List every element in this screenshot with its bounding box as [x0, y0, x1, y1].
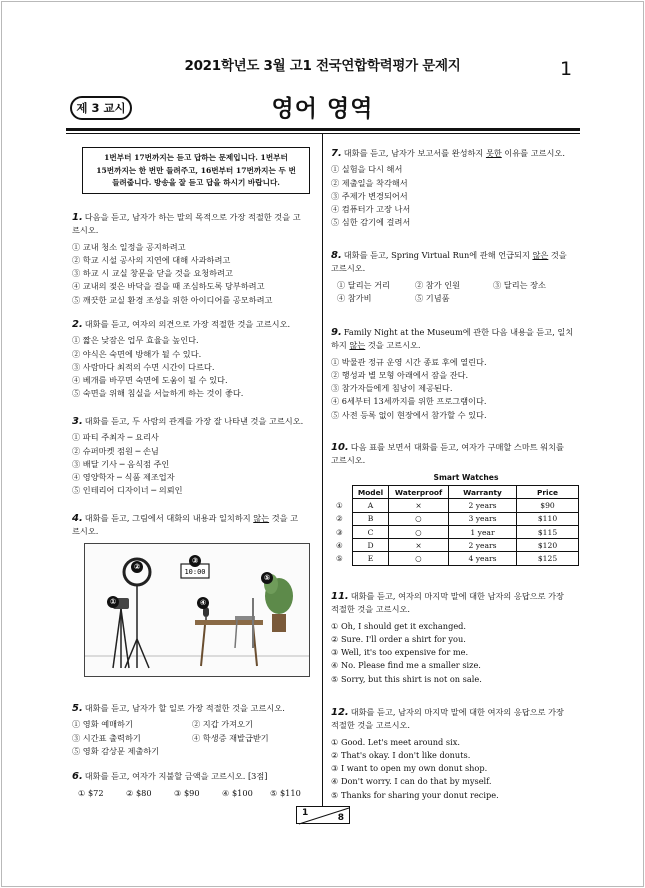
table-cell: A: [353, 499, 389, 512]
answer-option[interactable]: ② 슈퍼마켓 점원 ─ 손님: [72, 445, 159, 456]
table-row-markers: [336, 499, 343, 565]
answer-option[interactable]: ④ Don't worry. I can do that by myself.: [331, 776, 492, 787]
header-rule-thin: [66, 133, 580, 134]
question-stem: 르시오.: [72, 526, 99, 537]
answer-option[interactable]: ⑤ 인테리어 디자이너 ─ 의뢰인: [72, 485, 183, 496]
table-cell: ○: [389, 512, 449, 525]
question-stem: 것을 고르시오.: [365, 340, 421, 351]
answer-option[interactable]: ④ 베개를 바꾸면 숙면에 도움이 될 수 있다.: [72, 375, 228, 386]
question-12: [331, 706, 581, 802]
column-header: Waterproof: [389, 486, 449, 499]
question-stem: 대화를 듣고, 남자의 마지막 말에 대한 여자의 응답으로 가장: [350, 707, 564, 717]
illustration-label: ①: [107, 596, 119, 608]
answer-option[interactable]: ② 학교 시설 공사의 지연에 대해 사과하려고: [72, 254, 231, 265]
answer-option[interactable]: ① 달리는 거리: [337, 279, 390, 290]
illustration-label: ⑤: [261, 572, 273, 584]
answer-option[interactable]: ②: [336, 514, 343, 524]
table-cell: $90: [517, 499, 579, 512]
table-cell: ○: [389, 552, 449, 565]
table-title: Smart Watches: [433, 473, 499, 482]
notice-line: 들려줍니다. 방송을 잘 듣고 답을 하시기 바랍니다.: [112, 178, 280, 187]
answer-option[interactable]: ③: [336, 527, 343, 537]
current-page: 1: [302, 808, 309, 818]
underlined-word: 않는: [349, 340, 366, 351]
question-stem: 것을: [548, 250, 567, 260]
answer-option[interactable]: ④ 영양학자 ─ 식품 제조업자: [72, 472, 175, 483]
question-number: 9.: [331, 327, 342, 338]
answer-option[interactable]: ③ 주제가 변경되어서: [331, 190, 408, 201]
answer-option[interactable]: ③ 하교 시 교실 창문을 닫을 것을 요청하려고: [72, 268, 233, 279]
question-stem: 다음을 듣고, 남자가 하는 말의 목적으로 가장 적절한 것을 고: [84, 212, 301, 222]
question-stem: 적절한 것을 고르시오.: [331, 720, 410, 731]
underlined-word: 못한: [485, 148, 502, 158]
answer-option[interactable]: ① 영화 예매하기: [72, 719, 133, 730]
question-9: [331, 326, 581, 422]
table-cell: ○: [389, 525, 449, 538]
question-6: [72, 770, 318, 801]
answer-option[interactable]: ① $72: [78, 788, 104, 799]
period-badge: 제 3 교시: [70, 96, 132, 120]
question-stem: 대화를 듣고, 여자가 지불할 금액을 고르시오. [3점]: [84, 771, 268, 781]
answer-option[interactable]: ⑤ $110: [270, 788, 301, 799]
answer-option[interactable]: ⑤ 사전 등록 없이 현장에서 참가할 수 있다.: [331, 409, 487, 420]
answer-option[interactable]: ① 실험을 다시 해서: [331, 164, 403, 175]
answer-option[interactable]: ⑤ 심한 감기에 걸려서: [331, 217, 411, 228]
answer-option[interactable]: ② That's okay. I don't like donuts.: [331, 749, 471, 760]
question-7: [331, 147, 581, 230]
answer-option[interactable]: ① 짧은 낮잠은 업무 효율을 높인다.: [72, 335, 199, 346]
answer-option[interactable]: ③ 참가자들에게 침낭이 제공된다.: [331, 383, 453, 394]
answer-option[interactable]: ③ 사람마다 최적의 수면 시간이 다르다.: [72, 361, 215, 372]
answer-option[interactable]: ① 교내 청소 일정을 공지하려고: [72, 241, 186, 252]
underlined-word: 않은: [532, 250, 549, 260]
notice-line: 15번까지는 한 번만 들려주고, 16번부터 17번까지는 두 번: [96, 165, 296, 175]
table-row: [353, 499, 579, 512]
table-cell: 4 years: [449, 552, 517, 565]
answer-option[interactable]: ④ $100: [222, 788, 253, 799]
table-cell: ×: [389, 499, 449, 512]
answer-option[interactable]: ⑤ 영화 감상문 제출하기: [72, 745, 160, 756]
question-stem: 대화를 듣고, 그림에서 대화의 내용과 일치하지: [84, 513, 254, 523]
question-number: 4.: [72, 513, 83, 524]
subject-title: 영어 영역: [271, 96, 374, 122]
answer-option[interactable]: ① Good. Let's meet around six.: [331, 736, 460, 747]
question-11: [331, 590, 581, 686]
answer-option[interactable]: ⑤: [336, 554, 343, 564]
question-stem: 대화를 듣고, Spring Virtual Run에 관해 언급되지: [343, 250, 533, 260]
answer-option[interactable]: ③ 달리는 장소: [493, 279, 546, 290]
question-stem: 르시오.: [72, 225, 99, 236]
answer-option[interactable]: ③ 시간표 출력하기: [72, 732, 141, 743]
question-stem: 대화를 듣고, 여자의 마지막 말에 대한 남자의 응답으로 가장: [350, 591, 564, 601]
exam-header-title: 2021학년도 3월 고1 전국연합학력평가 문제지: [184, 58, 461, 74]
illustration-label: ③: [189, 555, 201, 567]
table-cell: 1 year: [449, 525, 517, 538]
question-number: 8.: [331, 250, 342, 261]
question-stem: 하지: [331, 340, 350, 351]
answer-option[interactable]: ④ 컴퓨터가 고장 나서: [331, 204, 411, 215]
page-indicator: [296, 806, 350, 824]
question-stem: 고르시오.: [331, 263, 366, 274]
question-stem: 것을 고: [269, 513, 299, 523]
question-number: 3.: [72, 416, 83, 427]
table-row: [353, 552, 579, 565]
table-cell: $110: [517, 512, 579, 525]
answer-option[interactable]: ③ Well, it's too expensive for me.: [331, 647, 469, 658]
question-stem: 이유를 고르시오.: [501, 148, 565, 158]
underlined-word: 않는: [253, 513, 270, 523]
question-stem: Family Night at the Museum에 관한 다음 내용을 듣고, 일치: [343, 327, 574, 337]
answer-option[interactable]: ② 제출일을 착각해서: [331, 177, 408, 188]
column-header: Model: [353, 486, 389, 499]
question-stem: 대화를 듣고, 여자의 의견으로 가장 적절한 것을 고르시오.: [84, 319, 291, 329]
question-stem: 다음 표를 보면서 대화를 듣고, 여자가 구매할 스마트 워치를: [350, 442, 564, 452]
table-row: [353, 512, 579, 525]
illustration-label: ④: [197, 597, 209, 609]
question-number: 2.: [72, 319, 83, 330]
question-2: [72, 318, 318, 401]
column-header: Warranty: [449, 486, 517, 499]
answer-option[interactable]: ② Sure. I'll order a shirt for you.: [331, 633, 466, 644]
answer-option[interactable]: ④ No. Please find me a smaller size.: [331, 660, 481, 671]
answer-option[interactable]: ⑤ 깨끗한 교실 환경 조성을 위한 아이디어를 공모하려고: [72, 294, 273, 305]
column-divider: [322, 134, 323, 807]
total-pages: 8: [337, 813, 344, 823]
question-4: [72, 512, 318, 539]
listening-notice: [82, 147, 310, 194]
question-number: 10.: [331, 442, 349, 453]
table-cell: B: [353, 512, 389, 525]
answer-option[interactable]: ④: [336, 540, 343, 550]
question-number: 1.: [72, 212, 83, 223]
answer-option[interactable]: ③ $90: [174, 788, 200, 799]
page-number: 1: [560, 58, 573, 80]
table-cell: 2 years: [449, 499, 517, 512]
answer-option[interactable]: ①: [336, 501, 343, 510]
table-cell: $120: [517, 539, 579, 552]
answer-option[interactable]: ① 파티 주최자 ─ 요리사: [72, 432, 159, 443]
answer-option[interactable]: ④ 참가비: [337, 292, 372, 303]
question-8: [331, 249, 581, 305]
answer-option[interactable]: ③ I want to open my own donut shop.: [331, 763, 488, 774]
question-1: [72, 211, 318, 307]
table-header-row: [353, 486, 579, 499]
table-cell: $115: [517, 525, 579, 538]
answer-option[interactable]: ⑤ Thanks for sharing your donut recipe.: [331, 789, 499, 800]
table-cell: 2 years: [449, 539, 517, 552]
table-cell: C: [353, 525, 389, 538]
table-cell: 3 years: [449, 512, 517, 525]
answer-option[interactable]: ⑤ Sorry, but this shirt is not on sale.: [331, 673, 482, 684]
answer-option[interactable]: ④ 학생증 재발급받기: [192, 732, 269, 743]
question-stem: 대화를 듣고, 남자가 할 일로 가장 적절한 것을 고르시오.: [84, 703, 285, 713]
question-3: [72, 415, 318, 498]
question-stem: 적절한 것을 고르시오.: [331, 604, 410, 615]
answer-option[interactable]: ② 참가 인원: [415, 279, 461, 290]
question-5: [72, 702, 318, 758]
answer-option[interactable]: ② $80: [126, 788, 152, 799]
question-stem: 대화를 듣고, 두 사람의 관계를 가장 잘 나타낸 것을 고르시오.: [84, 416, 304, 426]
illustration-label: ②: [131, 561, 143, 573]
column-header: Price: [517, 486, 579, 499]
answer-option[interactable]: ② 지갑 가져오기: [192, 719, 253, 730]
answer-option[interactable]: ① 박물관 정규 운영 시간 종료 후에 열린다.: [331, 356, 487, 367]
question-stem: 대화를 듣고, 남자가 보고서를 완성하지: [343, 148, 486, 158]
answer-option[interactable]: ⑤ 기념품: [415, 292, 450, 303]
question-number: 6.: [72, 771, 83, 782]
question-number: 12.: [331, 707, 349, 718]
table-cell: E: [353, 552, 389, 565]
notice-line: 1번부터 17번까지는 듣고 답하는 문제입니다. 1번부터: [104, 153, 288, 162]
question-stem: 고르시오.: [331, 455, 366, 466]
question-number: 11.: [331, 591, 349, 602]
table-row: [353, 539, 579, 552]
question-10: [331, 441, 581, 468]
question-number: 7.: [331, 148, 342, 159]
answer-option[interactable]: ② 야식은 숙면에 방해가 될 수 있다.: [72, 348, 202, 359]
table-row: [353, 525, 579, 538]
table-cell: ×: [389, 539, 449, 552]
answer-option[interactable]: ① Oh, I should get it exchanged.: [331, 620, 467, 631]
header-rule-thick: [66, 128, 580, 131]
answer-option[interactable]: ② 행성과 별 모형 아래에서 잠을 잔다.: [331, 369, 469, 380]
smart-watch-table: [352, 485, 579, 566]
question-number: 5.: [72, 703, 83, 714]
answer-option[interactable]: ④ 6세부터 13세까지를 위한 프로그램이다.: [331, 396, 487, 407]
table-cell: $125: [517, 552, 579, 565]
question-4-illustration: [84, 543, 310, 677]
answer-option[interactable]: ⑤ 숙면을 위해 침실을 서늘하게 하는 것이 좋다.: [72, 388, 244, 399]
table-cell: D: [353, 539, 389, 552]
answer-option[interactable]: ③ 배달 기사 ─ 음식점 주인: [72, 458, 170, 469]
clock-display: 10:00: [184, 568, 206, 576]
answer-option[interactable]: ④ 교내의 젖은 바닥을 걸을 때 조심하도록 당부하려고: [72, 281, 265, 292]
